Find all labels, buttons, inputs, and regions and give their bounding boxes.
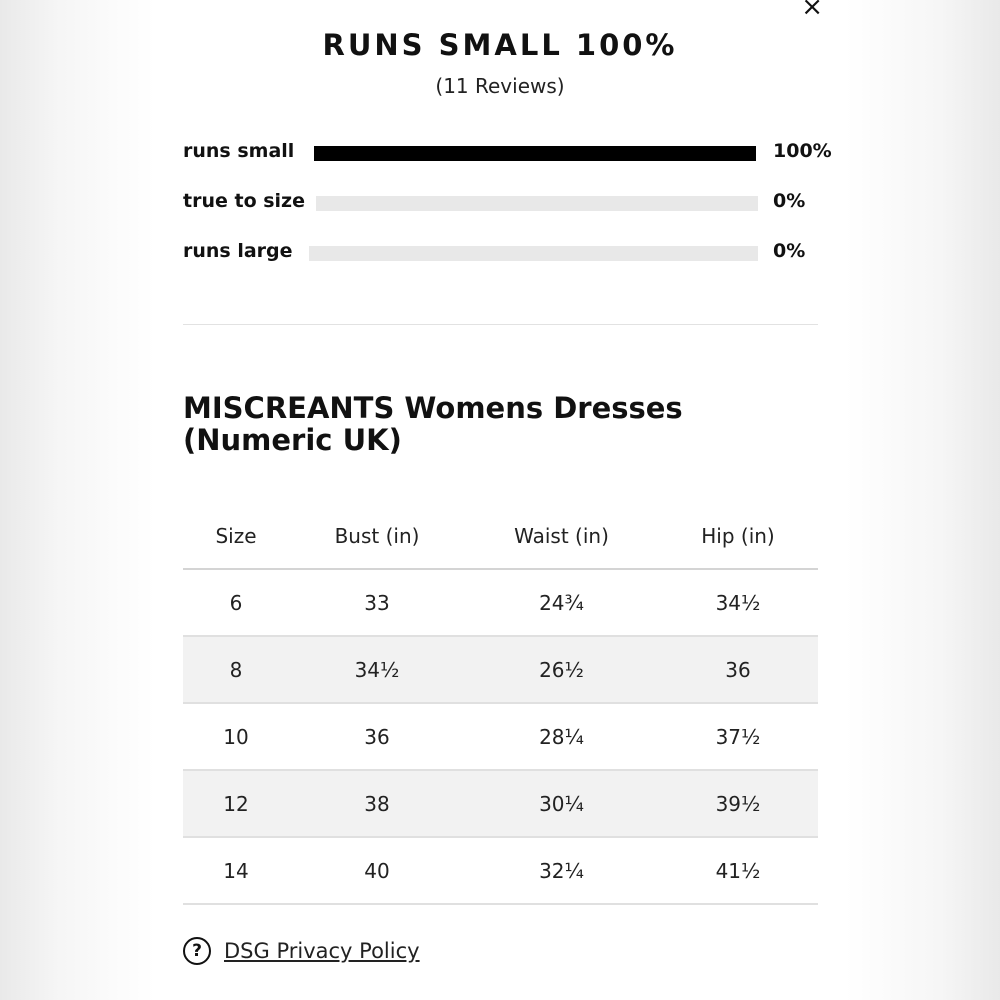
bust-cell: 36 xyxy=(364,724,390,749)
privacy-policy xyxy=(183,937,420,965)
column-header-hip: Hip (in) xyxy=(701,523,775,548)
fit-percent: 100% xyxy=(773,140,832,162)
bust-cell: 34½ xyxy=(354,657,400,682)
size-chart-table xyxy=(183,503,818,905)
table-row xyxy=(183,838,818,905)
hip-cell: 34½ xyxy=(715,590,761,615)
fit-row-true-to-size xyxy=(183,188,833,218)
hip-cell: 41½ xyxy=(715,858,761,883)
size-cell: 6 xyxy=(229,590,243,615)
hip-cell: 39½ xyxy=(715,791,761,816)
fit-bar xyxy=(316,196,758,211)
waist-cell: 32¼ xyxy=(539,858,584,883)
waist-cell: 24¾ xyxy=(539,590,584,615)
table-row xyxy=(183,637,818,704)
size-chart-heading: MISCREANTS Womens Dresses (Numeric UK) xyxy=(183,391,683,457)
bust-cell: 33 xyxy=(364,590,390,615)
fit-bar-fill xyxy=(314,146,756,161)
table-row xyxy=(183,570,818,637)
hip-cell: 36 xyxy=(725,657,751,682)
privacy-policy-link[interactable]: DSG Privacy Policy xyxy=(224,939,420,963)
waist-cell: 26½ xyxy=(539,657,584,682)
fit-title: RUNS SMALL 100% xyxy=(322,28,678,62)
column-header-bust: Bust (in) xyxy=(334,523,420,548)
size-cell: 14 xyxy=(223,858,249,883)
fit-percent: 0% xyxy=(773,190,806,212)
fit-size-modal xyxy=(155,0,845,1000)
help-circle-icon: ? xyxy=(183,937,211,965)
fit-bar xyxy=(309,246,758,261)
review-count: (11 Reviews) xyxy=(435,74,565,98)
column-header-size: Size xyxy=(215,523,257,548)
fit-label: runs small xyxy=(183,140,295,162)
table-row xyxy=(183,771,818,838)
fit-percent: 0% xyxy=(773,240,806,262)
table-header-row xyxy=(183,503,818,570)
fit-row-runs-small xyxy=(183,138,833,168)
size-cell: 12 xyxy=(223,791,249,816)
bust-cell: 40 xyxy=(364,858,390,883)
column-header-waist: Waist (in) xyxy=(514,523,609,548)
waist-cell: 30¼ xyxy=(539,791,584,816)
hip-cell: 37½ xyxy=(715,724,761,749)
fit-row-runs-large xyxy=(183,238,833,268)
fit-label: runs large xyxy=(183,240,293,262)
fit-label: true to size xyxy=(183,190,305,212)
size-cell: 8 xyxy=(229,657,243,682)
waist-cell: 28¼ xyxy=(539,724,584,749)
bust-cell: 38 xyxy=(364,791,390,816)
size-cell: 10 xyxy=(223,724,249,749)
fit-bar xyxy=(314,146,756,161)
table-row xyxy=(183,704,818,771)
section-divider xyxy=(183,324,818,325)
close-icon[interactable]: × xyxy=(801,0,823,22)
